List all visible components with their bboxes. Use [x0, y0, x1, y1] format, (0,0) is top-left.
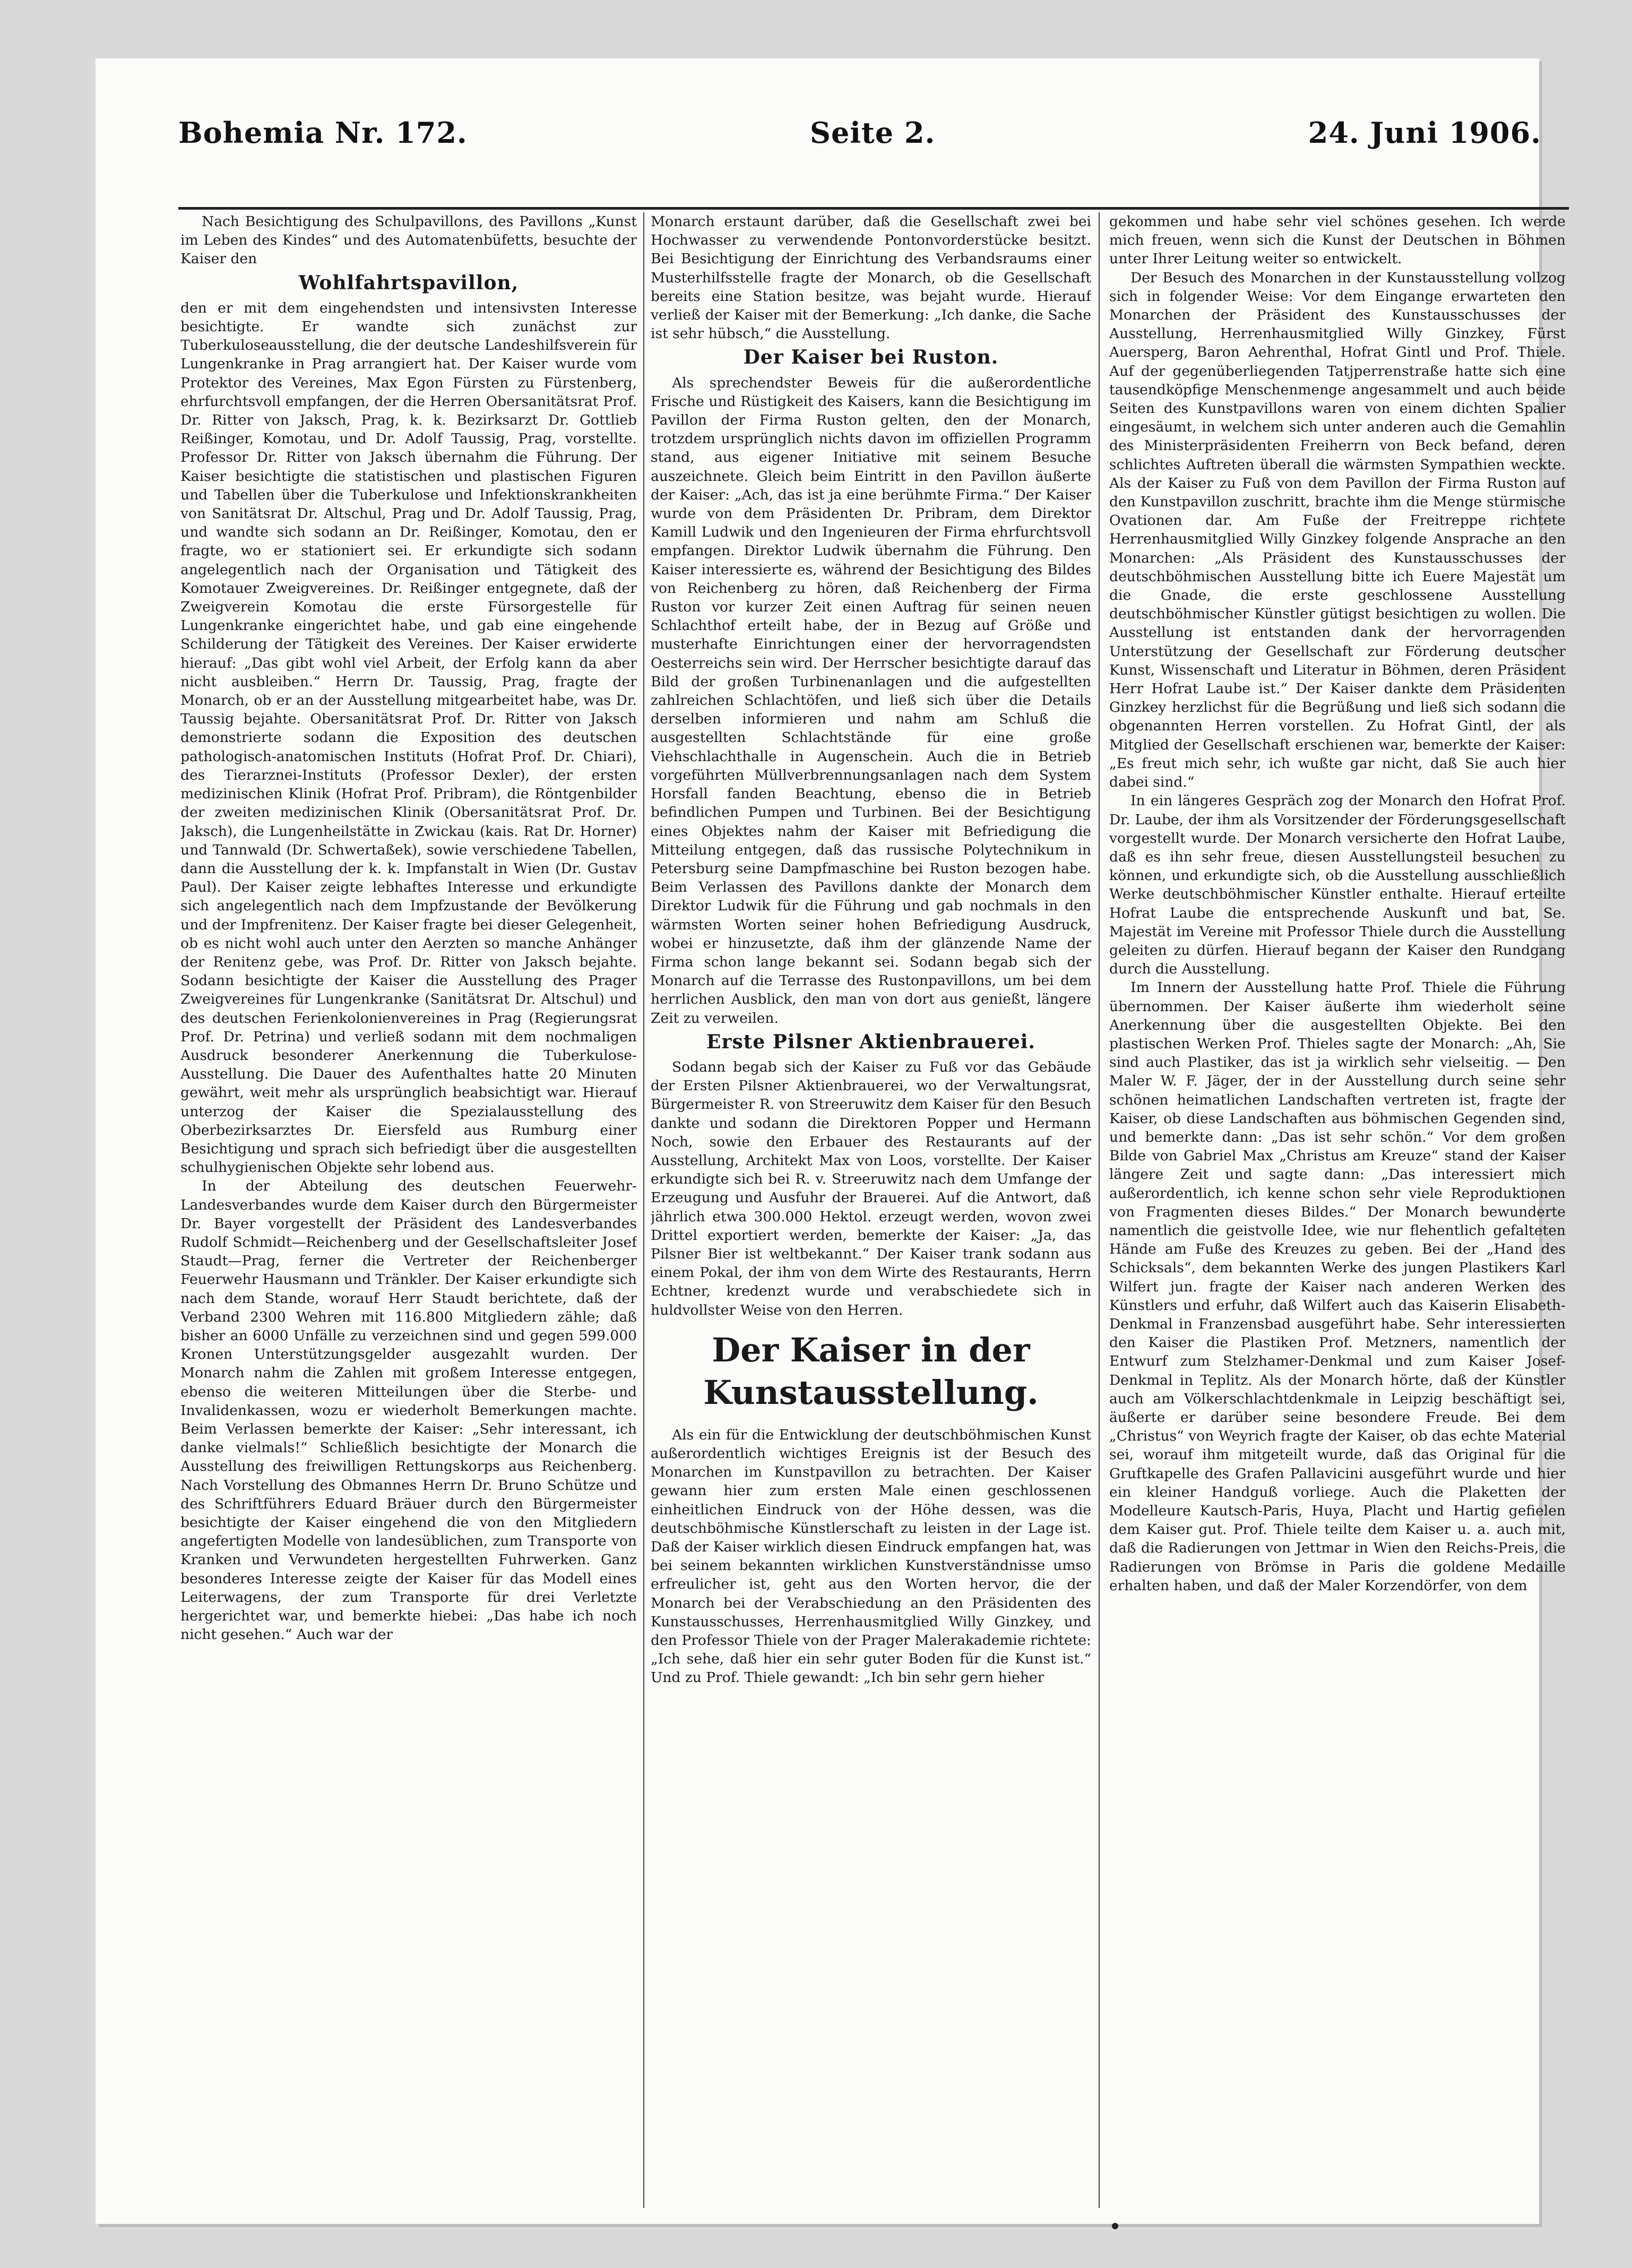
masthead-date: 24. Juni 1906. — [1308, 116, 1541, 150]
paragraph: gekommen und habe sehr viel schönes gesehen. Ich werde mich freuen, wenn sich die Kunst der Deutschen in Böhmen unter Ihrer Leitung weiter so entwickelt. — [1109, 213, 1566, 268]
column-divider — [643, 212, 644, 2208]
article-headline: Der Kaiser in der Kunstausstellung. — [703, 1330, 1039, 1412]
header-rule — [178, 207, 1569, 210]
section-heading: Wohlfahrtspavillon, — [298, 271, 519, 294]
paragraph: Als sprechendster Beweis für die außerordentliche Frische und Rüstigkeit des Kaisers, kann die Besichtigung im Pavillon der Firma Ruston gelten, den der Monarch, trotzdem ursprünglich nichts davon im offiziellen Programm stand, aus eigener Initiative mit seinem Besuche auszeichnete. Gleich beim Eintritt in den Pavillon äußerte der Kaiser: „Ach, das ist ja eine berühmte Firma.“ Der Kaiser wurde von dem Präsidenten Dr. Pribram, dem Direktor Kamill Ludwik und den Ingenieuren der Firma ehrfurchtsvoll empfangen. Direktor Ludwik übernahm die Führung. Den Kaiser interessierte es, während der Besichtigung des Bildes von Reichenberg zu hören, daß Reichenberg der Firma Ruston vor kurzer Zeit einen Auftrag für seinen neuen Schlachthof erteilt habe, der in Bezug auf Größe und musterhafte Einrichtungen einer der hervorragendsten Oesterreichs sein wird. Der Herrscher besichtigte darauf das Bild der großen Turbinenanlagen und die aufgestellten zahlreichen Schlachtöfen, und ließ sich über die Details derselben informieren und nahm am Schluß die ausgestellten Schlachtstände für eine große Viehschlachthalle in Augenschein. Auch die in Betrieb vorgeführten Müllverbrennungsanlagen nach dem System Horsfall fanden Beachtung, ebenso die in Betrieb befindlichen Pumpen und Turbinen. Bei der Besichtigung eines Objektes nahm der Kaiser mit Befriedigung die Mitteilung entgegen, daß das russische Polytechnikum in Petersburg seine Dampfmaschine bei Ruston bezogen habe. Beim Verlassen des Pavillons dankte der Monarch dem Direktor Ludwik für die Führung und gab nochmals in den wärmsten Worten seiner hohen Befriedigung Ausdruck, wobei er hinzusetzte, daß ihm der glänzende Name der Firma schon lange bekannt sei. Sodann begab sich der Monarch auf die Terrasse des Rustonpavillons, um bei dem herrlichen Ausblick, den man von dort aus genießt, längere Zeit zu verweilen. — [651, 374, 1091, 1027]
paragraph: Sodann begab sich der Kaiser zu Fuß vor das Gebäude der Ersten Pilsner Aktienbrauerei, wo der Verwaltungsrat, Bürgermeister R. von Streeruwitz dem Kaiser für den Besuch dankte und sodann die Direktoren Popper und Hermann Noch, sowie den Erbauer des Restaurants auf der Ausstellung, Architekt Max von Loos, vorstellte. Der Kaiser erkundigte sich bei R. v. Streeruwitz nach dem Umfange der Erzeugung und Ausfuhr der Brauerei. Auf die Antwort, daß jährlich etwa 300.000 Hektol. erzeugt werden, wovon zwei Drittel exportiert werden, bemerkte der Kaiser: „Ja, das Pilsner Bier ist weltbekannt.“ Der Kaiser trank sodann aus einem Pokal, der ihm von dem Wirte des Restaurants, Herrn Echtner, kredenzt wurde und verabschiedete sich in huldvollster Weise von den Herren. — [651, 1058, 1091, 1318]
paragraph: den er mit dem eingehendsten und intensivsten Interesse besichtigte. Er wandte sich zunächst zur Tuberkuloseausstellung, die der deutsche Landeshilfsverein für Lungenkranke in Prag arrangiert hat. Der Kaiser wurde vom Protektor des Vereines, Max Egon Fürsten zu Fürstenberg, ehrfurchtsvoll empfangen, der die Herren Obersanitätsrat Prof. Dr. Ritter von Jaksch, Prag, k. k. Bezirksarzt Dr. Gottlieb Reißinger, Komotau, und Dr. Adolf Taussig, Prag, vorstellte. Professor Dr. Ritter von Jaksch übernahm die Führung. Der Kaiser besichtigte die statistischen und plastischen Figuren und Tabellen über die Tuberkulose und Infektionskrankheiten von Sanitätsrat Dr. Altschul, Prag und Dr. Adolf Taussig, Prag, und wandte sich sodann an Dr. Reißinger, Komotau, den er fragte, wo er stationiert sei. Er erkundigte sich sodann angelegentlich nach der Organisation und Tätigkeit des Komotauer Zweigvereines. Dr. Reißinger entgegnete, daß der Zweigverein Komotau die erste Fürsorgestelle für Lungenkranke eingerichtet habe, und gab eine eingehende Schilderung der Tätigkeit des Vereines. Der Kaiser erwiderte hierauf: „Das gibt wohl viel Arbeit, der Erfolg kann da aber nicht ausbleiben.“ Herrn Dr. Taussig, Prag, fragte der Monarch, ob er an der Ausstellung mitgearbeitet habe, was Dr. Taussig bejahte. Obersanitätsrat Prof. Dr. Ritter von Jaksch demonstrierte sodann die Exposition des deutschen pathologisch-anatomischen Instituts (Hofrat Prof. Dr. Chiari), des Tierarznei-Instituts (Professor Dexler), der ersten medizinischen Klinik (Hofrat Prof. Pribram), die Röntgenbilder der zweiten medizinischen Klinik (Obersanitätsrat Prof. Dr. Jaksch), die Lungenheilstätte in Zwickau (kais. Rat Dr. Horner) und Tannwald (Dr. Schwertaßek), sowie verschiedene Tabellen, dann die Ausstellung der k. k. Impfanstalt in Wien (Dr. Gustav Paul). Der Kaiser zeigte lebhaftes Interesse und erkundigte sich angelegentlich nach dem Impfzustande der Bevölkerung und der Impfrenitenz. Der Kaiser fragte bei dieser Gelegenheit, ob es nicht wohl auch unter den Aerzten so manche Anhänger der Renitenz gebe, was Prof. Dr. Ritter von Jaksch bejahte. Sodann besichtigte der Kaiser die Ausstellung des Prager Zweigvereines für Lungenkranke (Sanitätsrat Dr. Altschul) und des deutschen Ferienkolonienvereines in Prag (Regierungsrat Prof. Dr. Petrina) und verließ sodann mit dem nochmaligen Ausdruck besonderer Anerkennung die Tuberkulose-Ausstellung. Die Dauer des Aufenthaltes hatte 20 Minuten gewährt, weit mehr als ursprünglich beabsichtigt war. Hierauf unterzog der Kaiser die Spezialausstellung des Oberbezirksarztes Dr. Eiersfeld aus Rumburg einer Besichtigung und sprach sich befriedigt über die ausgestellten schulhygienischen Objekte sehr lobend aus. — [180, 299, 637, 1176]
section-heading: Erste Pilsner Aktienbrauerei. — [706, 1030, 1035, 1053]
paragraph: In der Abteilung des deutschen Feuerwehr-Landesverbandes wurde dem Kaiser durch den Bürgermeister Dr. Bayer vorgestellt der Präsident des Landesverbandes Rudolf Schmidt—Reichenberg und der Gesellschaftsleiter Josef Staudt—Prag, ferner die Vertreter der Reichenberger Feuerwehr Hausmann und Tränkler. Der Kaiser erkundigte sich nach dem Stande, worauf Herr Staudt berichtete, daß der Verband 2300 Wehren mit 116.800 Mitgliedern zähle; daß bisher an 6000 Unfälle zu verzeichnen sind und gegen 599.000 Kronen Unterstützungsgelder ausgezahlt wurden. Der Monarch nahm die Zahlen mit großem Interesse entgegen, ebenso die weiteren Mitteilungen über die Sterbe- und Invalidenkassen, wozu er wiederholt Bemerkungen machte. Beim Verlassen bemerkte der Kaiser: „Sehr interessant, ich danke vielmals!“ Schließlich besichtigte der Monarch die Ausstellung des freiwilligen Rettungskorps aus Reichenberg. Nach Vorstellung des Obmannes Herrn Dr. Bruno Schütze und des Schriftführers Eduard Bräuer durch den Bürgermeister besichtigte der Kaiser eingehend die von den Mitgliedern angefertigten Modelle von landesüblichen, zum Transporte von Kranken und Verwundeten hergestellten Fuhrwerken. Ganz besonderes Interesse zeigte der Kaiser für das Modell eines Leiterwagens, der zum Transporte für drei Verletzte hergerichtet war, und bemerkte hiebei: „Das habe ich noch nicht gesehen.“ Auch war der — [180, 1178, 637, 1643]
print-mark — [1112, 2223, 1118, 2229]
paragraph: Monarch erstaunt darüber, daß die Gesellschaft zwei bei Hochwasser zu verwendende Pontonvorderstücke besitzt. Bei Besichtigung der Einrichtung des Verbandsraums einer Musterhilfsstelle fragte der Monarch, ob die Gesellschaft bereits eine Station besitze, was bejaht wurde. Hierauf verließ der Kaiser mit der Bemerkung: „Ich danke, die Sache ist sehr hübsch,“ die Ausstellung. — [651, 213, 1091, 342]
paragraph: Im Innern der Ausstellung hatte Prof. Thiele die Führung übernommen. Der Kaiser äußerte ihm wiederholt seine Anerkennung über die ausgestellten Objekte. Bei den plastischen Werken Prof. Thieles sagte der Monarch: „Ah, Sie sind auch Plastiker, das ist ja wirklich sehr vielseitig. — Den Maler W. F. Jäger, der in der Ausstellung durch seine sehr schönen heimatlichen Landschaften vertreten ist, fragte der Kaiser, ob diese Landschaften aus böhmischen Gegenden sind, und bemerkte dann: „Das ist sehr schön.“ Vor dem großen Bilde von Gabriel Max „Christus am Kreuze“ stand der Kaiser längere Zeit und sagte dann: „Das interessiert mich außerordentlich, ich kenne schon sehr viele Reproduktionen von Fragmenten dieses Bildes.“ Der Monarch bewunderte namentlich die geistvolle Idee, wie nur flehentlich gefalteten Hände am Fuße des Kreuzes zu geben. Bei der „Hand des Schicksals“, dem bekannten Werke des jungen Plastikers Karl Wilfert jun. fragte der Kaiser nach anderen Werken des Künstlers und erfuhr, daß Wilfert auch das Kaiserin Elisabeth-Denkmal in Franzensbad ausgeführt habe. Sehr interessierten den Kaiser die Plastiken Prof. Metzners, namentlich der Entwurf zum Stelzhamer-Denkmal und zum Kaiser Josef-Denkmal in Teplitz. Als der Monarch hörte, daß der Künstler auch am Völkerschlachtdenkmale in Leipzig beschäftigt sei, äußerte er darüber seine besondere Freude. Bei dem „Christus“ von Weyrich fragte der Kaiser, ob das echte Material sei, worauf ihm mitgeteilt wurde, daß das Original für die Gruftkapelle des Grafen Pallavicini ausgeführt wurde und hier ein kleiner Handguß vorliege. Auch die Plaketten der Modelleure Kautsch-Paris, Huya, Placht und Hartig gefielen dem Kaiser gut. Prof. Thiele teilte dem Kaiser u. a. auch mit, daß die Radierungen von Jettmar in Wien den Reichs-Preis, die Radierungen von Brömse in Paris die goldene Medaille erhalten haben, und daß der Maler Korzendörfer, von dem — [1109, 979, 1566, 1594]
paragraph: Als ein für die Entwicklung der deutschböhmischen Kunst außerordentlich wichtiges Ereignis ist der Besuch des Monarchen im Kunstpavillon zu betrachten. Der Kaiser gewann hier zum ersten Male einen geschlossenen einheitlichen Eindruck von der Höhe dessen, was die deutschböhmische Künstlerschaft zu leisten in der Lage ist. Daß der Kaiser wirklich diesen Eindruck empfangen hat, was bei seinem bekannten wirklichen Kunstverständnisse umso erfreulicher ist, geht aus den Worten hervor, die der Monarch bei der Verabschiedung an den Präsidenten des Kunstausschusses, Herrenhausmitglied Willy Ginzkey, und den Professor Thiele von der Prager Malerakademie richtete: „Ich sehe, daß hier ein sehr guter Boden für die Kunst ist.“ Und zu Prof. Thiele gewandt: „Ich bin sehr gern hieher — [651, 1426, 1091, 1686]
article-column-3 — [1109, 212, 1566, 2208]
masthead-page-number: Seite 2. — [810, 116, 936, 150]
article-column-2 — [651, 212, 1091, 2208]
column-divider — [1099, 212, 1100, 2208]
paragraph: In ein längeres Gespräch zog der Monarch den Hofrat Prof. Dr. Laube, der ihm als Vorsitzender der Förderungsgesellschaft vorgestellt wurde. Der Monarch versicherte den Hofrat Laube, daß es ihn sehr freue, diesen Ausstellungsteil besuchen zu können, und erkundigte sich, ob die Ausstellung ausschließlich Werke deutschböhmischer Künstler enthalte. Hierauf erteilte Hofrat Laube die entsprechende Auskunft und bat, Se. Majestät im Vereine mit Professor Thiele durch die Ausstellung geleiten zu dürfen. Hierauf begann der Kaiser den Rundgang durch die Ausstellung. — [1109, 792, 1566, 978]
paragraph: Der Besuch des Monarchen in der Kunstausstellung vollzog sich in folgender Weise: Vor dem Eingange erwarteten den Monarchen der Präsident des Kunstausschusses der Ausstellung, Herrenhausmitglied Willy Ginzkey, Fürst Auersperg, Baron Aehrenthal, Hofrat Gintl und Prof. Thiele. Auf der gegenüberliegenden Tatjperrenstraße hatte sich eine tausendköpfige Menschenmenge angesammelt und auch beide Seiten des Kunstpavillons waren von einem dichten Spalier eingesäumt, in welchem sich unter anderen auch die Gemahlin des Ministerpräsidenten Freiherrn von Beck befand, deren schlichtes Auftreten überall die wärmsten Sympathien weckte. Als der Kaiser zu Fuß von dem Pavillon der Firma Ruston auf den Kunstpavillon zuschritt, brachte ihm die Menge stürmische Ovationen dar. Am Fuße der Freitreppe richtete Herrenhausmitglied Willy Ginzkey folgende Ansprache an den Monarchen: „Als Präsident des Kunstausschusses der deutschböhmischen Ausstellung bitte ich Euere Majestät um die Gnade, die erste geschlossene Ausstellung deutschböhmischer Künstler gütigst besichtigen zu wollen. Die Ausstellung ist entstanden dank der hervorragenden Unterstützung der Gesellschaft zur Förderung deutscher Kunst, Wissenschaft und Literatur in Böhmen, deren Präsident Herr Hofrat Laube ist.“ Der Kaiser dankte dem Präsidenten Ginzkey herzlichst für die Begrüßung und ließ sich sodann die obgenannten Herren vorstellen. Zu Hofrat Gintl, der als Mitglied der Gesellschaft erschienen war, bemerkte der Kaiser: „Es freut mich sehr, ich wußte gar nicht, daß Sie auch hier dabei sind.“ — [1109, 269, 1566, 791]
article-column-1 — [180, 212, 637, 2208]
masthead-title: Bohemia Nr. 172. — [178, 116, 468, 150]
paragraph: Nach Besichtigung des Schulpavillons, des Pavillons „Kunst im Leben des Kindes“ und des Automatenbüfetts, besuchte der Kaiser den — [180, 213, 637, 268]
section-heading: Der Kaiser bei Ruston. — [743, 346, 999, 369]
masthead — [83, 116, 1573, 163]
